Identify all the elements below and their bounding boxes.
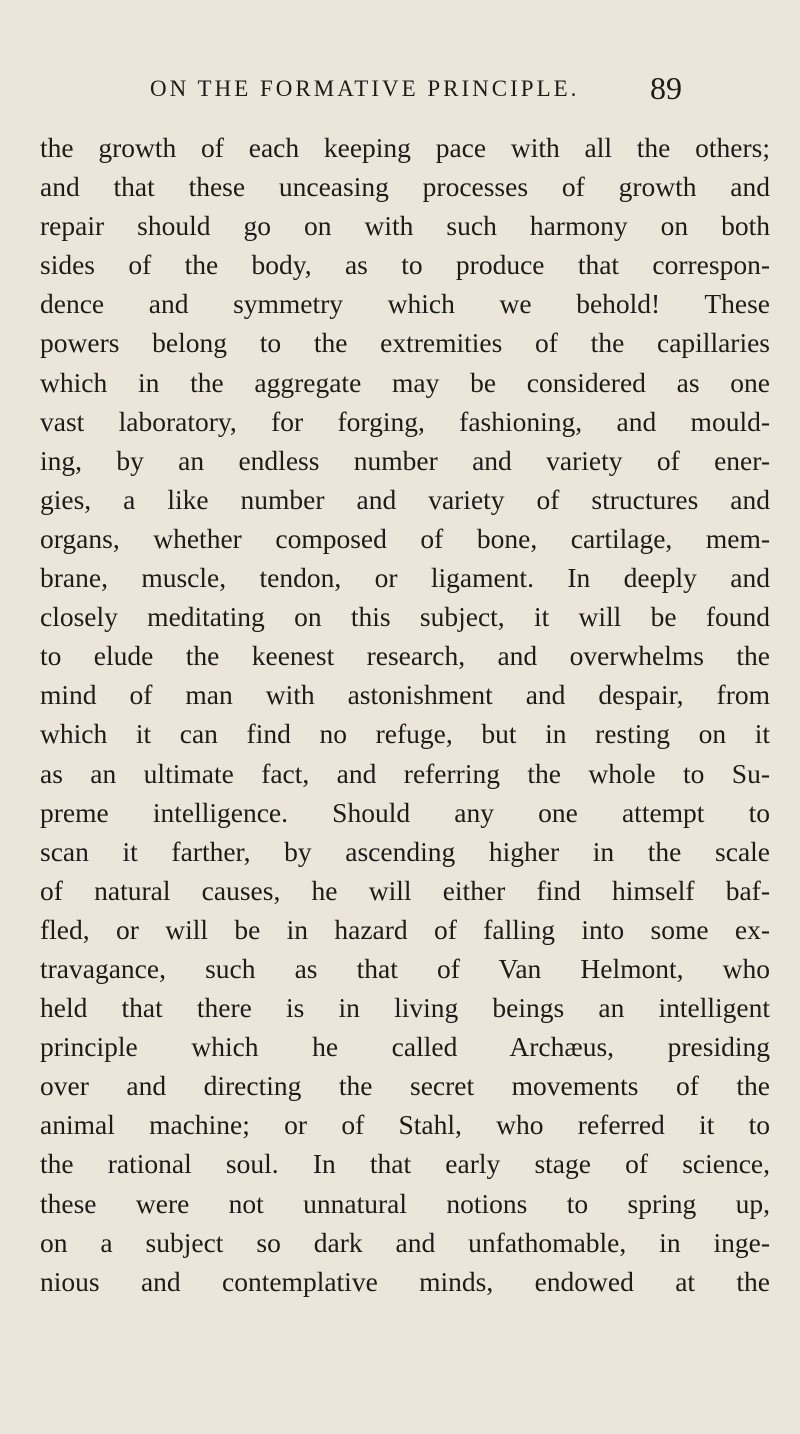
text-line: mind of man with astonishment and despair, from <box>40 679 770 711</box>
running-head <box>0 70 800 110</box>
text-line: these were not unnatural notions to spring up, <box>40 1187 770 1219</box>
text-line: vast laboratory, for forging, fashioning, and mould- <box>40 405 770 437</box>
text-line: held that there is in living beings an intelligent <box>40 992 770 1024</box>
text-line: principle which he called Archæus, presiding <box>40 1031 770 1063</box>
text-line: to elude the keenest research, and overwhelms the <box>40 640 770 672</box>
text-line: the rational soul. In that early stage of science, <box>40 1148 770 1180</box>
page-number: 89 <box>650 70 682 106</box>
text-line: brane, muscle, tendon, or ligament. In deeply and <box>40 562 770 594</box>
text-line: on a subject so dark and unfathomable, in inge- <box>40 1226 770 1258</box>
running-title: ON THE FORMATIVE PRINCIPLE. <box>150 76 580 101</box>
body-text <box>40 128 770 1301</box>
text-line: scan it farther, by ascending higher in the scale <box>40 835 770 867</box>
text-line: ing, by an endless number and variety of ener- <box>40 444 770 476</box>
text-line: travagance, such as that of Van Helmont, who <box>40 952 770 984</box>
text-line: repair should go on with such harmony on both <box>40 210 770 242</box>
text-line: of natural causes, he will either find himself baf- <box>40 874 770 906</box>
text-line: fled, or will be in hazard of falling into some ex- <box>40 913 770 945</box>
text-line: preme intelligence. Should any one attempt to <box>40 796 770 828</box>
text-line: powers belong to the extremities of the capillaries <box>40 327 770 359</box>
text-line: organs, whether composed of bone, cartilage, mem- <box>40 522 770 554</box>
text-line: dence and symmetry which we behold! These <box>40 288 770 320</box>
text-line: as an ultimate fact, and referring the whole to Su- <box>40 757 770 789</box>
text-line: nious and contemplative minds, endowed at the <box>40 1265 770 1297</box>
text-line: which in the aggregate may be considered as one <box>40 366 770 398</box>
text-line: sides of the body, as to produce that correspon- <box>40 249 770 281</box>
text-line: gies, a like number and variety of structures and <box>40 483 770 515</box>
text-line: which it can find no refuge, but in resting on it <box>40 718 770 750</box>
text-line: over and directing the secret movements of the <box>40 1070 770 1102</box>
text-line: the growth of each keeping pace with all the others; <box>40 132 770 163</box>
text-line: closely meditating on this subject, it will be found <box>40 601 770 633</box>
text-line: and that these unceasing processes of growth and <box>40 171 770 203</box>
text-line: animal machine; or of Stahl, who referred it to <box>40 1109 770 1141</box>
